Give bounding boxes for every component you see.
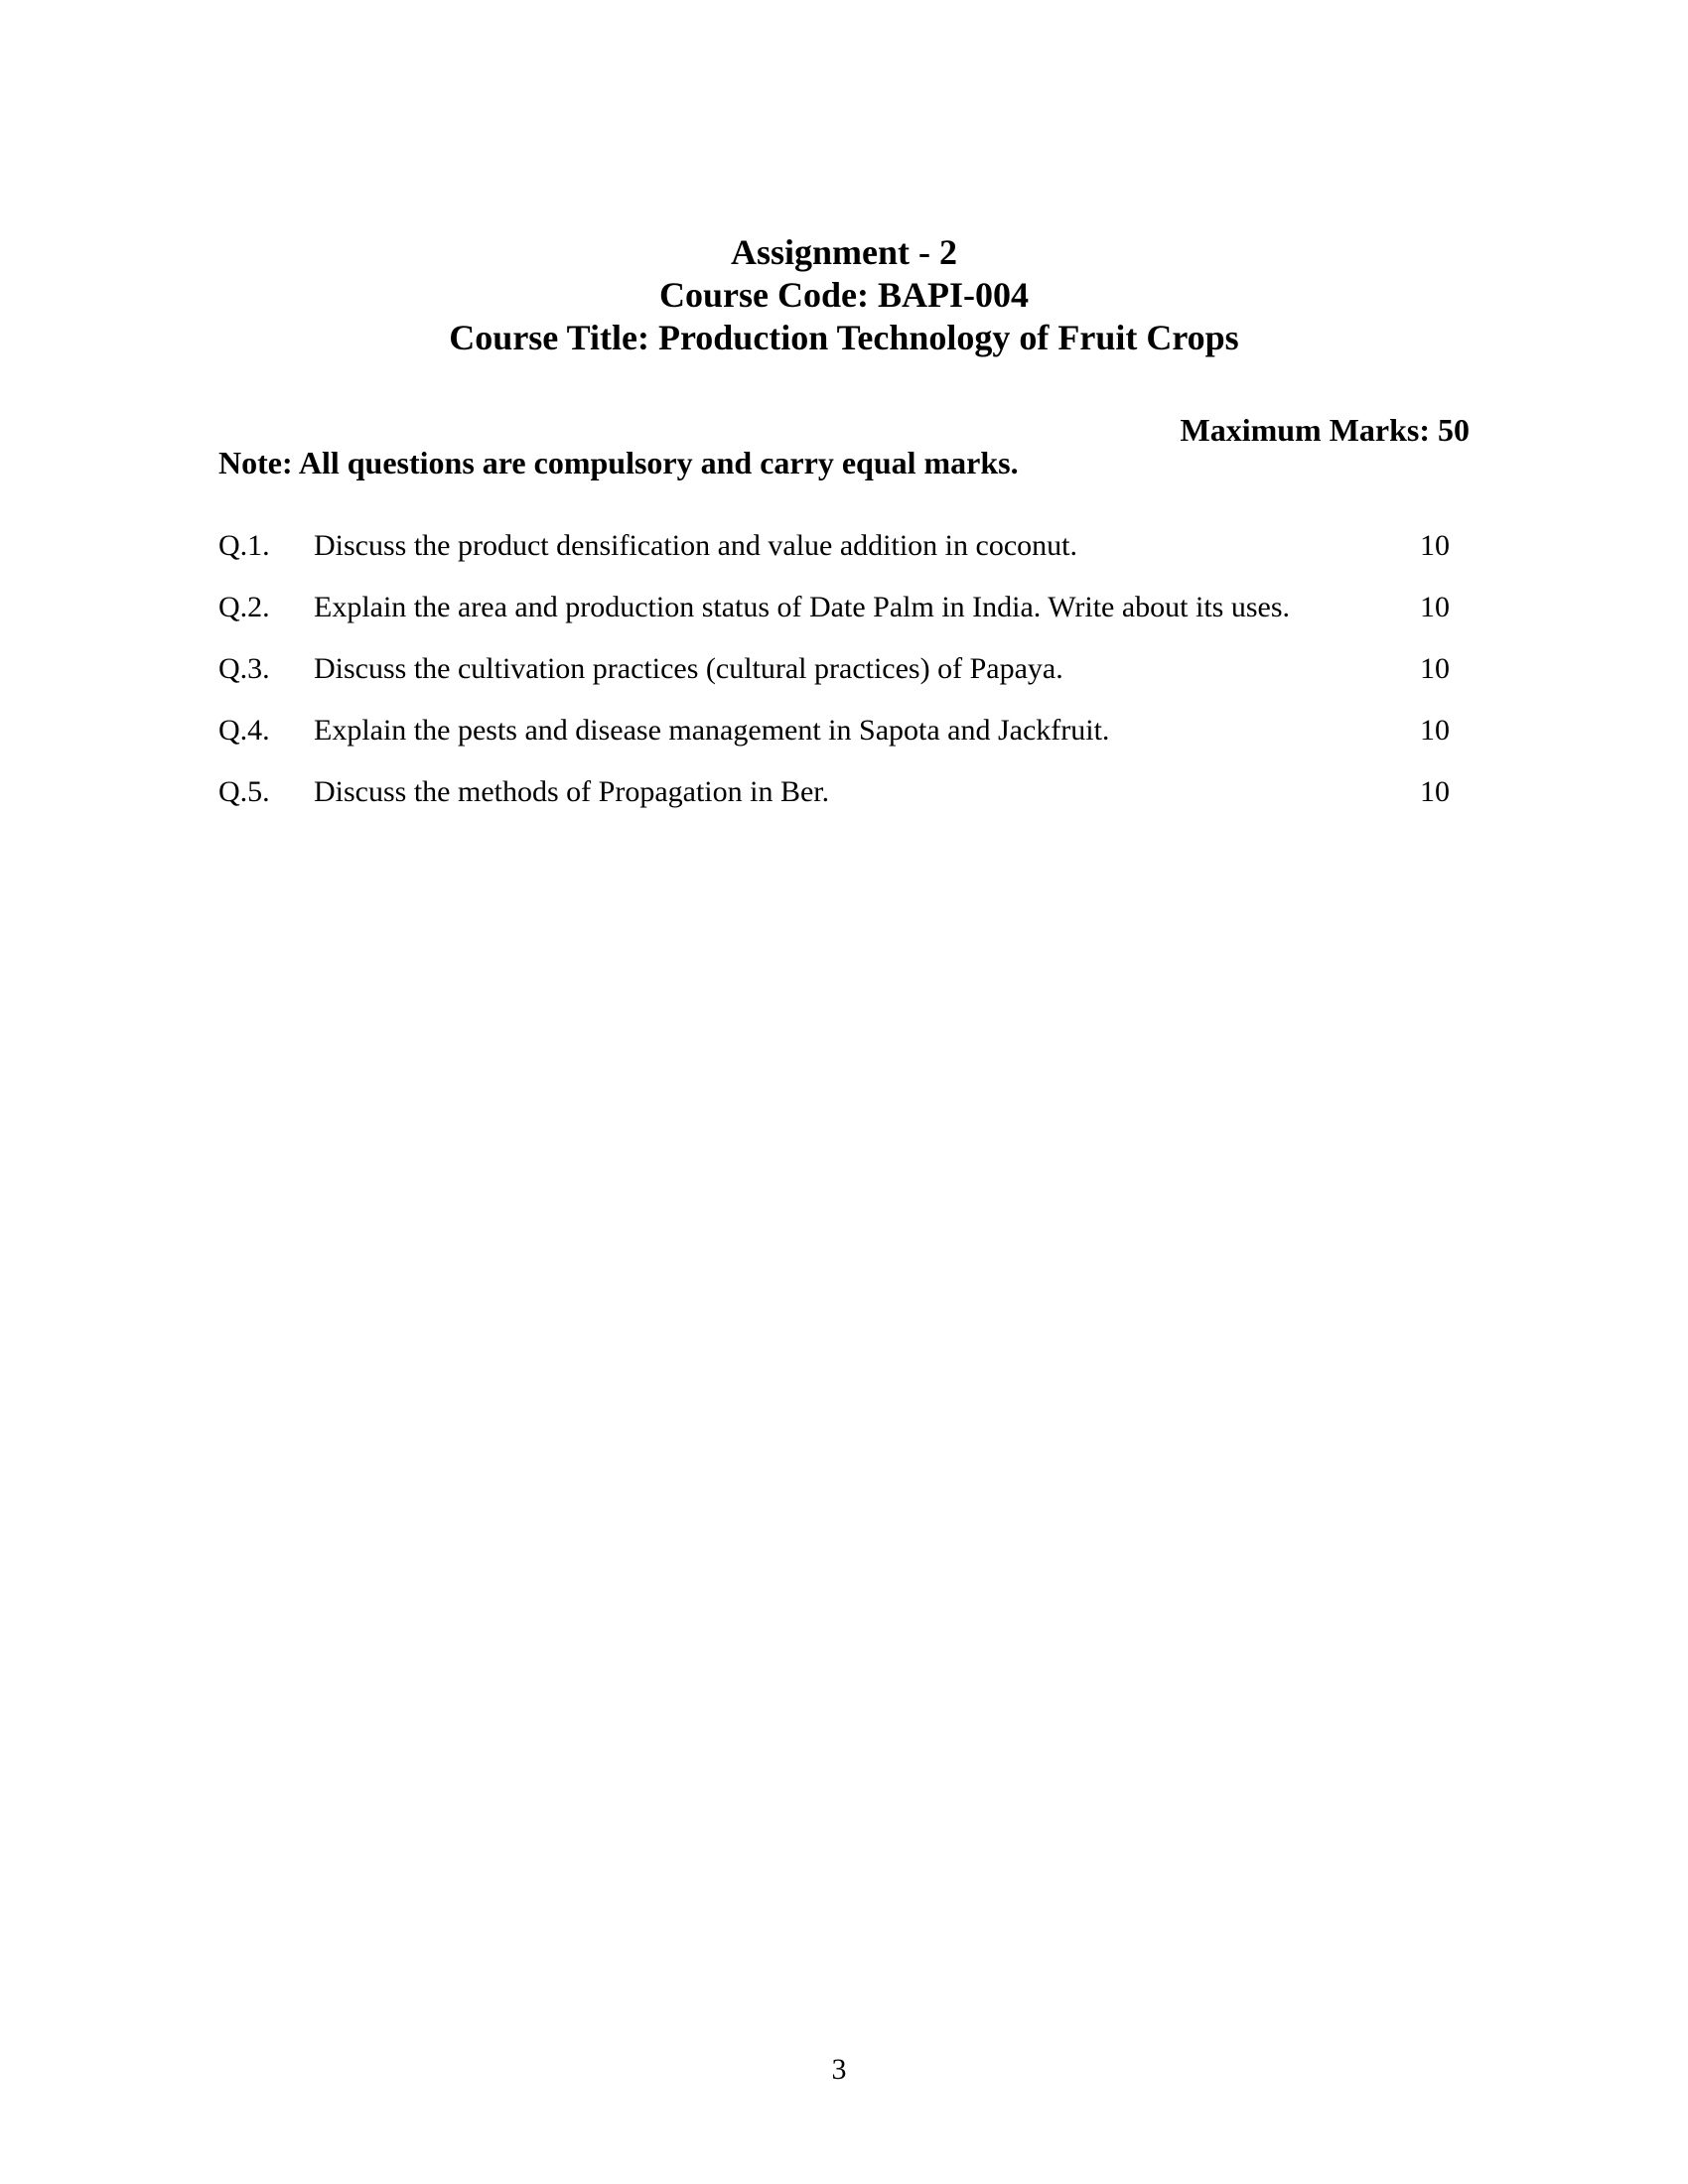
course-code: Course Code: BAPI-004 — [659, 275, 1029, 315]
question-label: Q.5. — [218, 775, 270, 808]
question-row — [218, 714, 1450, 748]
question-text: Discuss the methods of Propagation in Ber. — [314, 775, 830, 808]
note-line: Note: All questions are compulsory and carry equal marks. — [218, 445, 1019, 480]
max-marks-label: Maximum Marks: 50 — [1180, 412, 1470, 448]
question-marks: 10 — [1420, 652, 1450, 685]
question-text: Explain the pests and disease management in Sapota and Jackfruit. — [314, 714, 1110, 747]
question-label: Q.1. — [218, 529, 270, 562]
question-text: Explain the area and production status of Date Palm in India. Write about its uses. — [314, 591, 1290, 623]
page-number: 3 — [831, 2053, 847, 2086]
question-marks: 10 — [1420, 529, 1450, 562]
question-text: Discuss the product densification and value addition in coconut. — [314, 529, 1077, 562]
question-row — [218, 775, 1450, 809]
question-marks: 10 — [1420, 591, 1450, 623]
question-row — [218, 591, 1450, 624]
question-label: Q.4. — [218, 714, 270, 747]
questions-list — [218, 0, 1450, 2184]
course-title: Course Title: Production Technology of Fruit Crops — [449, 318, 1239, 357]
question-text: Discuss the cultivation practices (cultural practices) of Papaya. — [314, 652, 1063, 685]
question-label: Q.2. — [218, 591, 270, 623]
assignment-title: Assignment - 2 — [730, 232, 957, 272]
question-marks: 10 — [1420, 775, 1450, 808]
question-row — [218, 529, 1450, 563]
question-marks: 10 — [1420, 714, 1450, 747]
question-row — [218, 652, 1450, 686]
question-label: Q.3. — [218, 652, 270, 685]
